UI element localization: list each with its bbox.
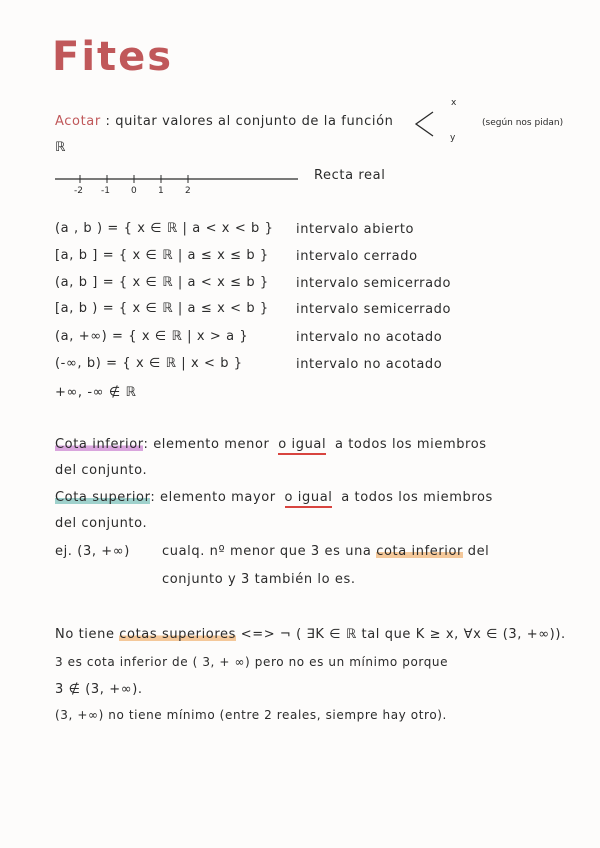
cota-superior-definition <box>55 490 493 505</box>
acotar-term: Acotar <box>55 114 101 129</box>
interval-name: intervalo no acotado <box>296 357 443 372</box>
acotar-text: : quitar valores al conjunto de la función <box>105 114 394 129</box>
cota-inferior-text: : elemento menor <box>143 437 270 452</box>
tick-label: 2 <box>185 186 191 196</box>
conclusion-line1 <box>55 627 566 642</box>
page-title: Fites <box>52 34 174 80</box>
cota-superior-underline: o igual <box>285 490 333 508</box>
cota-inferior-underline: o igual <box>278 437 326 455</box>
conclusion-line2: 3 es cota inferior de ( 3, + ∞) pero no es un mínimo porque <box>55 655 449 669</box>
acotar-note: (según nos pidan) <box>482 118 564 128</box>
tick-label: -2 <box>74 186 83 196</box>
cota-superior-line2: del conjunto. <box>55 516 148 531</box>
acotar-definition <box>55 114 393 129</box>
interval-notation: (-∞, b) = { x ∈ ℝ | x < b } <box>55 356 243 371</box>
interval-notation: (a, b ] = { x ∈ ℝ | a < x ≤ b } <box>55 275 269 290</box>
example-highlight: cota inferior <box>376 544 463 559</box>
interval-name: intervalo semicerrado <box>296 276 452 291</box>
number-line-label: Recta real <box>314 168 386 183</box>
example-text-start: cualq. nº menor que 3 es una <box>162 544 372 559</box>
cota-superior-text-end: a todos los miembros <box>341 490 493 505</box>
conclusion-line3: 3 ∉ (3, +∞). <box>55 682 143 697</box>
interval-name: intervalo cerrado <box>296 249 418 264</box>
conclusion-line4: (3, +∞) no tiene mínimo (entre 2 reales, siempre hay otro). <box>55 708 447 722</box>
conclusion-highlight: cotas superiores <box>119 627 236 642</box>
example-label: ej. (3, +∞) <box>55 544 130 559</box>
conclusion-line1-end: <=> ¬ ( ∃K ∈ ℝ tal que K ≥ x, ∀x ∈ (3, +∞)). <box>240 627 566 642</box>
tick-label: 0 <box>131 186 137 196</box>
example-text <box>162 544 489 559</box>
cota-inferior-definition <box>55 437 487 452</box>
cota-superior-text: : elemento mayor <box>150 490 276 505</box>
tick-label: 1 <box>158 186 164 196</box>
cota-inferior-line2: del conjunto. <box>55 463 148 478</box>
cota-inferior-text-end: a todos los miembros <box>334 437 487 452</box>
conclusion-line1-start: No tiene <box>55 627 115 642</box>
interval-name: intervalo semicerrado <box>296 302 452 317</box>
cota-superior-term: Cota superior <box>55 490 151 505</box>
interval-notation: (a , b ) = { x ∈ ℝ | a < x < b } <box>55 221 274 236</box>
interval-notation: [a, b ) = { x ∈ ℝ | a ≤ x < b } <box>55 301 269 316</box>
interval-notation: [a, b ] = { x ∈ ℝ | a ≤ x ≤ b } <box>55 248 269 263</box>
interval-name: intervalo abierto <box>296 222 415 237</box>
branch-y-label: y <box>450 133 456 143</box>
infinity-note: +∞, -∞ ∉ ℝ <box>55 385 137 400</box>
interval-name: intervalo no acotado <box>296 330 443 345</box>
interval-notation: (a, +∞) = { x ∈ ℝ | x > a } <box>55 329 249 344</box>
real-set-symbol: ℝ <box>55 140 66 155</box>
example-text-end: del <box>467 544 490 559</box>
branch-x-label: x <box>451 98 457 108</box>
tick-label: -1 <box>101 186 110 196</box>
example-line2: conjunto y 3 también lo es. <box>162 572 356 587</box>
cota-inferior-term: Cota inferior <box>55 437 144 452</box>
